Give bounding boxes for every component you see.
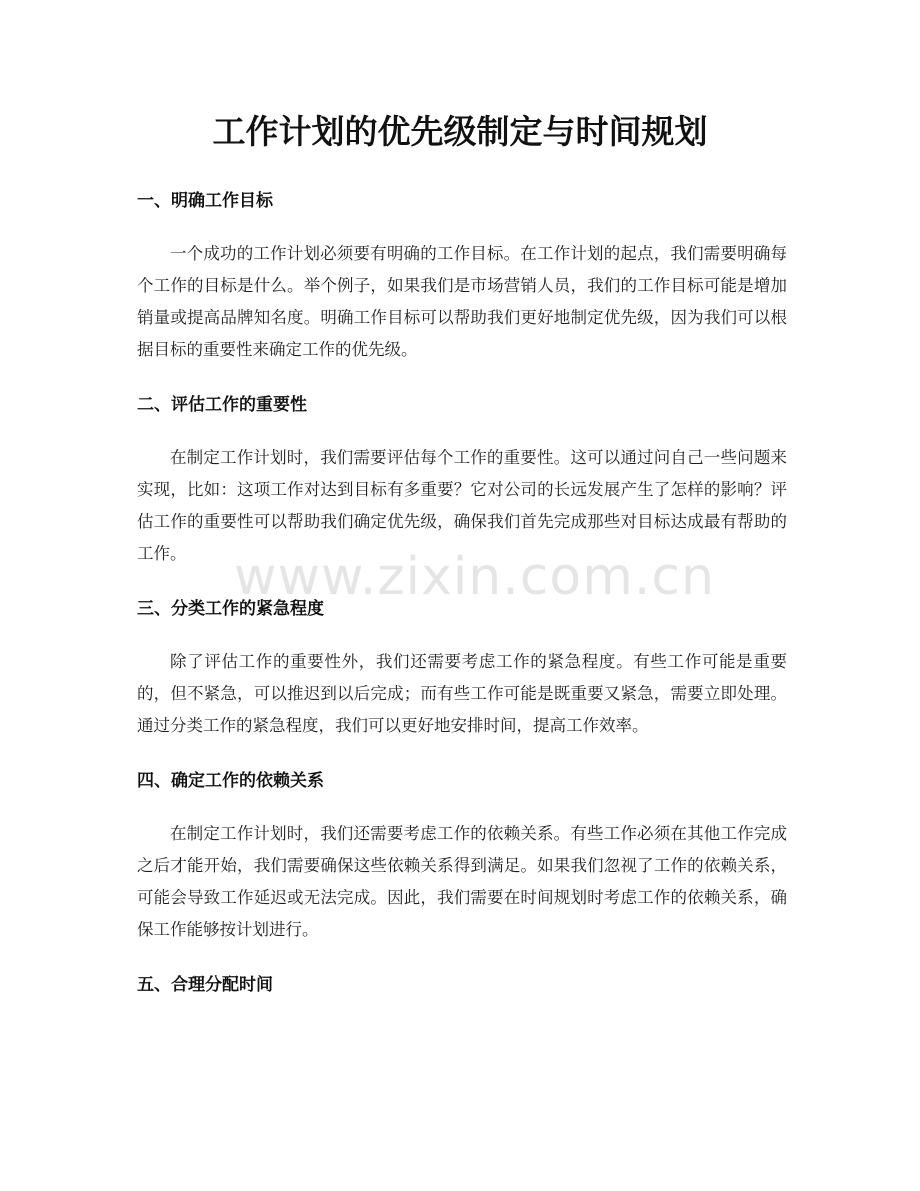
section-heading: 二、评估工作的重要性 xyxy=(137,395,307,415)
document-title: 工作计划的优先级制定与时间规划 xyxy=(212,112,708,151)
section-paragraph: 一个成功的工作计划必须要有明确的工作目标。在工作计划的起点，我们需要明确每个工作的目标是什么。举个例子，如果我们是市场营销人员，我们的工作目标可能是增加销量或提高品牌知名度。明确工作目标可以帮助我们更好地制定优先级，因为我们可以根据目标的重要性来确定工作的优先级。 xyxy=(137,244,787,359)
section-heading: 五、合理分配时间 xyxy=(137,975,273,995)
section-1 xyxy=(137,186,787,366)
section-3 xyxy=(137,594,787,742)
watermark-text: www.zixin.com.cn xyxy=(234,547,715,607)
section-5 xyxy=(137,970,787,1000)
section-4 xyxy=(137,766,787,946)
section-paragraph: 除了评估工作的重要性外，我们还需要考虑工作的紧急程度。有些工作可能是重要的，但不紧急，可以推迟到以后完成；而有些工作可能是既重要又紧急，需要立即处理。通过分类工作的紧急程度，我们可以更好地安排时间，提高工作效率。 xyxy=(137,652,787,735)
section-heading: 三、分类工作的紧急程度 xyxy=(137,599,324,619)
section-paragraph: 在制定工作计划时，我们还需要考虑工作的依赖关系。有些工作必须在其他工作完成之后才能开始，我们需要确保这些依赖关系得到满足。如果我们忽视了工作的依赖关系，可能会导致工作延迟或无法完成。因此，我们需要在时间规划时考虑工作的依赖关系，确保工作能够按计划进行。 xyxy=(137,824,787,939)
section-paragraph: 在制定工作计划时，我们需要评估每个工作的重要性。这可以通过问自己一些问题来实现，比如：这项工作对达到目标有多重要？它对公司的长远发展产生了怎样的影响？评估工作的重要性可以帮助我们确定优先级，确保我们首先完成那些对目标达成最有帮助的工作。 xyxy=(137,448,787,563)
section-2 xyxy=(137,390,787,570)
document-body xyxy=(137,186,787,1000)
section-heading: 四、确定工作的依赖关系 xyxy=(137,771,324,791)
section-heading: 一、明确工作目标 xyxy=(137,191,273,211)
